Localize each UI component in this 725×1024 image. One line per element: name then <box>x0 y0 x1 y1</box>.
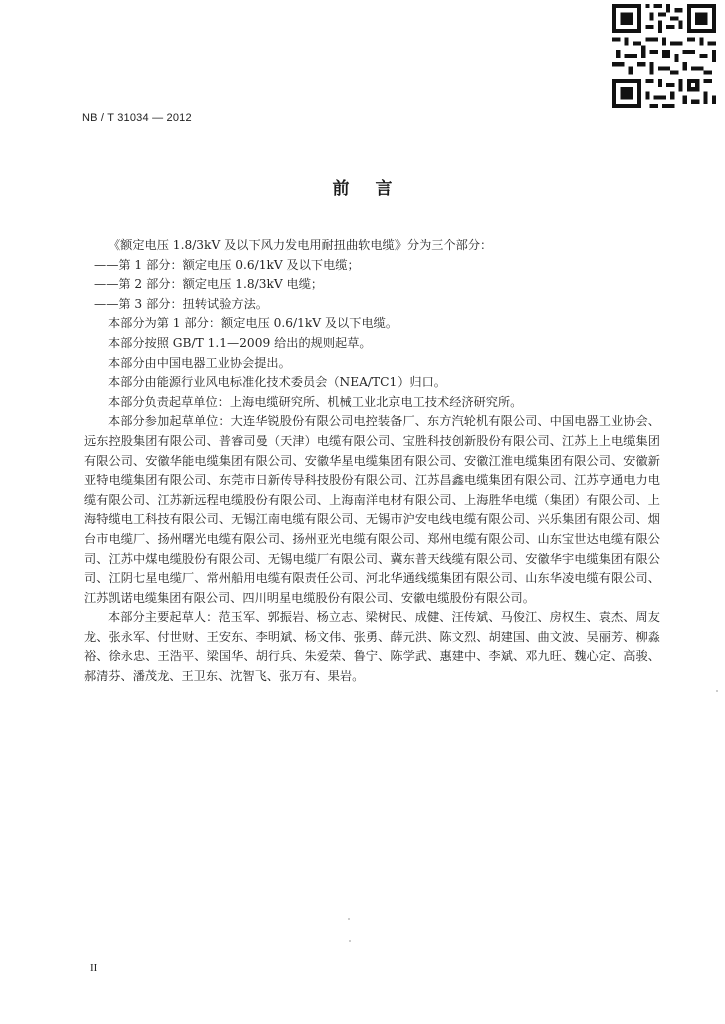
paragraph-centralized: 本部分由能源行业风电标准化技术委员会（NEA/TC1）归口。 <box>108 375 446 390</box>
list-item-part-3: ——第 3 部分：扭转试验方法。 <box>94 296 268 311</box>
list-item-part-1: ——第 1 部分：额定电压 0.6/1kV 及以下电缆； <box>94 257 360 272</box>
scan-speck <box>716 690 718 692</box>
page-title: 前言 <box>332 179 419 199</box>
scan-speck <box>349 940 351 942</box>
paragraph-proposer: 本部分由中国电器工业协会提出。 <box>108 355 291 370</box>
paragraph-lead-drafters: 本部分负责起草单位：上海电缆研究所、机械工业北京电工技术经济研究所。 <box>108 394 523 409</box>
foreword-body <box>84 236 660 687</box>
scan-speck <box>348 918 350 920</box>
paragraph-main-drafters: 本部分主要起草人：范玉军、郭振岩、杨立志、梁树民、成健、汪传斌、马俊江、房权生、袁杰、周友龙、张永军、付世财、王安东、李明斌、杨文伟、张勇、薛元洪、陈文烈、胡建国、曲文波、吴丽芳、柳淼裕、徐永忠、王浩平、梁国华、胡行兵、朱爱荣、鲁宁、陈学武、惠建中、李斌、邓九旺、魏心定、高骏、郝清芬、潘茂龙、王卫东、沈智飞、张万有、果岩。 <box>84 610 660 684</box>
qr-code-icon <box>612 4 716 108</box>
paragraph-drafting-rules: 本部分按照 GB/T 1.1—2009 给出的规则起草。 <box>108 335 372 350</box>
standard-number: NB / T 31034 — 2012 <box>82 112 192 124</box>
paragraph-scope: 本部分为第 1 部分：额定电压 0.6/1kV 及以下电缆。 <box>108 316 399 331</box>
page-number: II <box>90 962 98 974</box>
paragraph-intro: 《额定电压 1.8/3kV 及以下风力发电用耐扭曲软电缆》分为三个部分： <box>108 238 493 252</box>
list-item-part-2: ——第 2 部分：额定电压 1.8/3kV 电缆； <box>94 277 324 292</box>
paragraph-participating-drafters: 本部分参加起草单位：大连华锐股份有限公司电控装备厂、东方汽轮机有限公司、中国电器工业协会、远东控股集团有限公司、普睿司曼（天津）电缆有限公司、宝胜科技创新股份有限公司、江苏上上电缆集团有限公司、安徽华能电缆集团有限公司、安徽华星电缆集团有限公司、安徽江淮电缆集团有限公司、安徽新亚特电缆集团有限公司、东莞市日新传导科技股份有限公司、江苏昌鑫电缆集团有限公司、江苏亨通电力电缆有限公司、江苏新远程电缆股份有限公司、上海南洋电材有限公司、上海胜华电缆（集团）有限公司、上海特缆电工科技有限公司、无锡江南电缆有限公司、无锡市沪安电线电缆有限公司、兴乐集团有限公司、烟台市电缆厂、扬州曙光电缆有限公司、扬州亚光电缆有限公司、郑州电缆有限公司、山东宝世达电缆有限公司、江苏中煤电缆股份有限公司、无锡电缆厂有限公司、冀东普天线缆有限公司、安徽华宇电缆集团有限公司、江阴七星电缆厂、常州船用电缆有限责任公司、河北华通线缆集团有限公司、山东华凌电缆有限公司、江苏凯诺电缆集团有限公司、四川明星电缆股份有限公司、安徽电缆股份有限公司。 <box>84 414 660 605</box>
